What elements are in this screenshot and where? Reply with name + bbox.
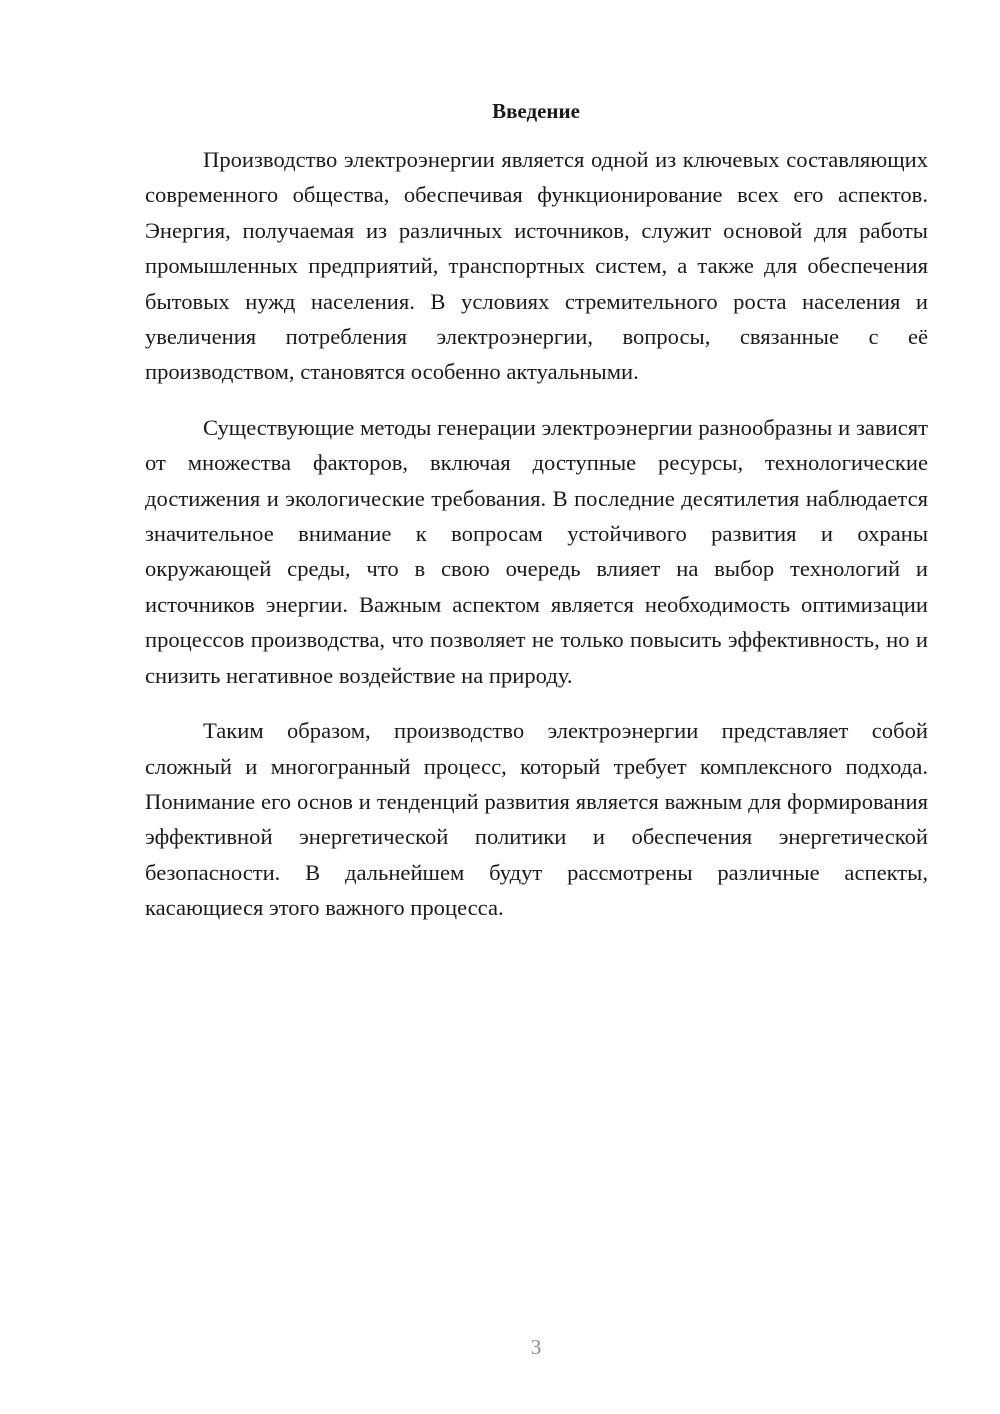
page-number: 3: [530, 1335, 542, 1359]
section-title: Введение: [492, 99, 580, 123]
paragraph: Существующие методы генерации электроэнергии разнообразны и зависят от множества факторов, включая доступные ресурсы, технологические достижения и экологические требования. В последние десятилетия наблюдается значительное внимание к вопросам устойчивого развития и охраны окружающей среды, что в свою очередь влияет на выбор технологий и источников энергии. Важным аспектом является необходимость оптимизации процессов производства, что позволяет не только повысить эффективность, но и снизить негативное воздействие на природу.: [145, 414, 928, 688]
paragraph: Таким образом, производство электроэнергии представляет собой сложный и многогранный процесс, который требует комплексного подхода. Понимание его основ и тенденций развития является важным для формирования эффективной энергетической политики и обеспечения энергетической безопасности. В дальнейшем будут рассмотрены различные аспекты, касающиеся этого важного процесса.: [145, 718, 928, 921]
paragraph: Производство электроэнергии является одной из ключевых составляющих современного общества, обеспечивая функционирование всех его аспектов. Энергия, получаемая из различных источников, служит основой для работы промышленных предприятий, транспортных систем, а также для обеспечения бытовых нужд населения. В условиях стремительного роста населения и увеличения потребления электроэнергии, вопросы, связанные с её производством, становятся особенно актуальными.: [145, 147, 928, 385]
body-text: [145, 142, 928, 946]
